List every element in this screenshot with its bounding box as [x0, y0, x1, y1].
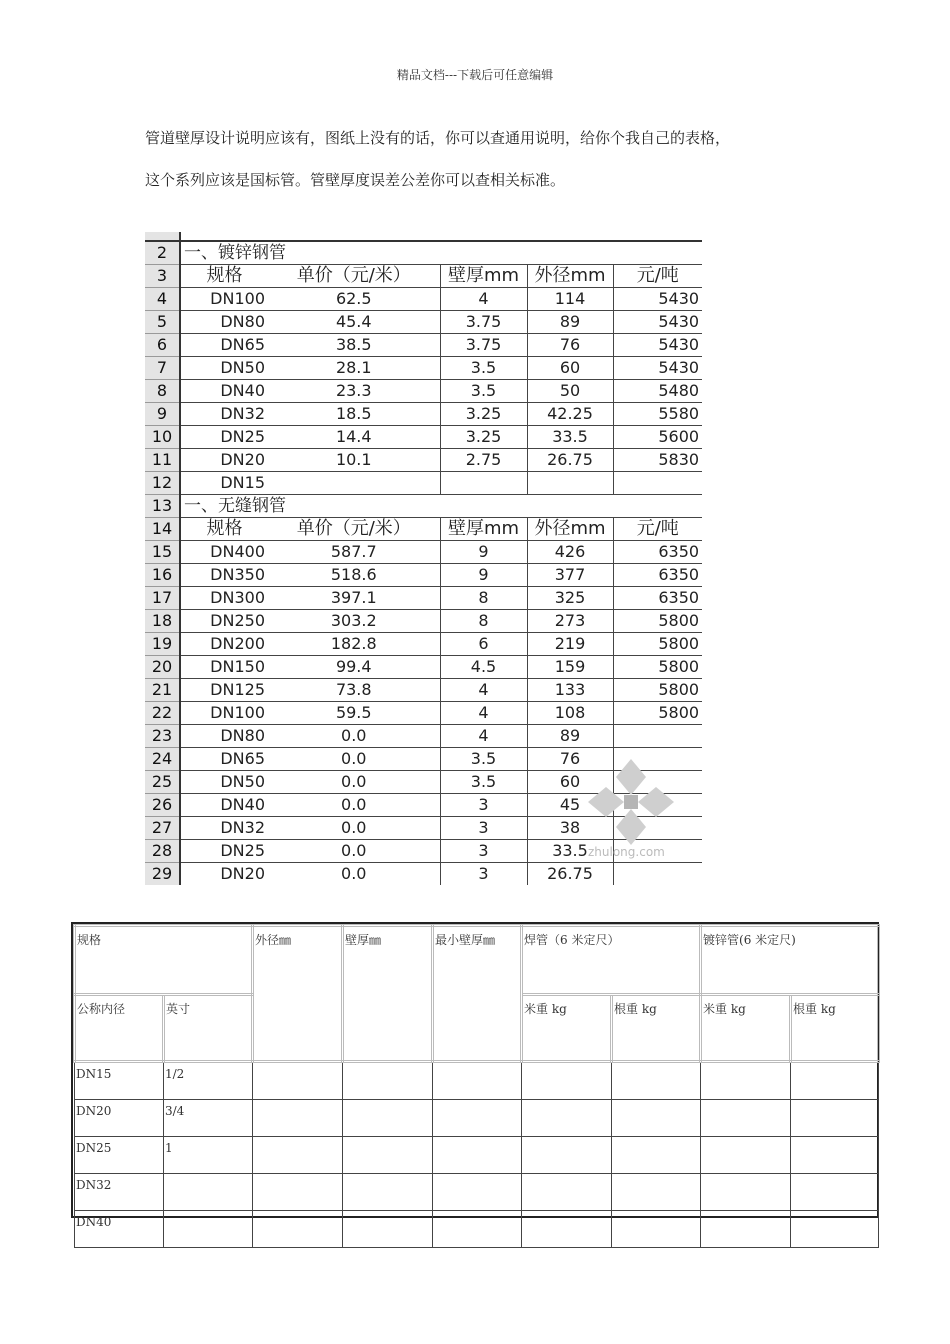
cell-wall: 3.25 — [440, 426, 527, 449]
header-inch: 英寸 — [164, 995, 253, 1062]
section-title-seamless: 一、无缝钢管 — [180, 495, 702, 518]
row-number: 2 — [145, 241, 180, 265]
cell-price: 0.0 — [268, 863, 440, 886]
cell-od: 33.5 — [527, 426, 613, 449]
cell-empty — [701, 1062, 791, 1100]
cell-spec: DN100 — [180, 702, 268, 725]
cell-empty — [791, 1174, 879, 1211]
cell-ton: 5430 — [613, 288, 702, 311]
cell-price: 587.7 — [268, 541, 440, 564]
sheet-row — [145, 403, 702, 426]
cell-empty — [343, 1174, 433, 1211]
cell-empty — [522, 1137, 612, 1174]
cell-spec: DN80 — [180, 725, 268, 748]
row-number: 17 — [145, 587, 180, 610]
cell-spec: DN25 — [180, 840, 268, 863]
header-spec: 规格 — [180, 518, 268, 541]
cell-price: 28.1 — [268, 357, 440, 380]
cell-spec: DN15 — [180, 472, 268, 495]
cell-spec: DN20 — [180, 863, 268, 886]
sheet-row — [145, 633, 702, 656]
cell-spec: DN50 — [180, 771, 268, 794]
cell-od: 60 — [527, 771, 613, 794]
cell-od: 273 — [527, 610, 613, 633]
sheet-row — [145, 863, 702, 886]
cell-od: 50 — [527, 380, 613, 403]
cell-empty — [433, 1100, 522, 1137]
sheet-row — [145, 702, 702, 725]
cell-empty — [612, 1174, 701, 1211]
cell-od: 33.5 — [527, 840, 613, 863]
cell-empty — [522, 1211, 612, 1248]
row-number: 21 — [145, 679, 180, 702]
row-number: 11 — [145, 449, 180, 472]
row-number: 19 — [145, 633, 180, 656]
cell-spec: DN250 — [180, 610, 268, 633]
cell-spec: DN32 — [180, 403, 268, 426]
cell-ton: 6350 — [613, 541, 702, 564]
cell-price: 0.0 — [268, 748, 440, 771]
row-number — [145, 232, 180, 241]
cell-price: 0.0 — [268, 725, 440, 748]
cell-inch: 1/2 — [164, 1062, 253, 1100]
cell-wall: 6 — [440, 633, 527, 656]
cell-price: 303.2 — [268, 610, 440, 633]
page-header: 精品文档---下载后可任意编辑 — [396, 68, 554, 82]
cell-ton — [613, 725, 702, 748]
cell-price: 397.1 — [268, 587, 440, 610]
cell-od: 42.25 — [527, 403, 613, 426]
sheet-row — [145, 426, 702, 449]
header-od: 外径mm — [527, 265, 613, 288]
row-number: 13 — [145, 495, 180, 518]
cell-price: 45.4 — [268, 311, 440, 334]
cell-spec: DN25 — [180, 426, 268, 449]
cell-empty — [612, 1211, 701, 1248]
cell-price — [268, 472, 440, 495]
cell-price: 0.0 — [268, 794, 440, 817]
header-wall: 壁厚㎜ — [343, 926, 433, 1062]
cell-price: 10.1 — [268, 449, 440, 472]
cell-inch — [164, 1174, 253, 1211]
cell-ton: 6350 — [613, 587, 702, 610]
cell-empty — [701, 1211, 791, 1248]
cell-price: 73.8 — [268, 679, 440, 702]
cell-spec: DN40 — [180, 380, 268, 403]
cell-ton: 5430 — [613, 311, 702, 334]
cell-ton — [613, 863, 702, 886]
cell-wall: 3.5 — [440, 380, 527, 403]
section-title-galvanized: 一、镀锌钢管 — [180, 241, 702, 265]
cell-ton: 5830 — [613, 449, 702, 472]
cell-spec: DN80 — [180, 311, 268, 334]
cell-ton: 5800 — [613, 633, 702, 656]
sheet-row — [145, 610, 702, 633]
cell-empty — [612, 1137, 701, 1174]
cell-spec: DN400 — [180, 541, 268, 564]
header-galv-m-weight: 米重 kg — [701, 995, 791, 1062]
row-number: 25 — [145, 771, 180, 794]
cell-inch — [164, 1211, 253, 1248]
cell-price: 23.3 — [268, 380, 440, 403]
row-number: 12 — [145, 472, 180, 495]
row-number: 18 — [145, 610, 180, 633]
cell-od: 89 — [527, 725, 613, 748]
cell-wall: 3.25 — [440, 403, 527, 426]
row-number: 5 — [145, 311, 180, 334]
cell-price: 182.8 — [268, 633, 440, 656]
sheet-row — [145, 564, 702, 587]
header-ton: 元/吨 — [613, 265, 702, 288]
header-od: 外径㎜ — [253, 926, 343, 1062]
cell-empty — [791, 1062, 879, 1100]
cell-ton: 5800 — [613, 656, 702, 679]
cell-spec: DN100 — [180, 288, 268, 311]
table-row — [75, 1062, 879, 1100]
cell-spec: DN200 — [180, 633, 268, 656]
watermark-logo-icon — [586, 757, 676, 847]
cell-empty — [522, 1062, 612, 1100]
cell-price: 0.0 — [268, 771, 440, 794]
cell-spec: DN32 — [180, 817, 268, 840]
header-weld-m-weight: 米重 kg — [522, 995, 612, 1062]
cell-spec: DN65 — [180, 748, 268, 771]
cell-od — [527, 472, 613, 495]
row-number: 28 — [145, 840, 180, 863]
cell-dn: DN32 — [75, 1174, 164, 1211]
sheet-row — [145, 380, 702, 403]
row-number: 10 — [145, 426, 180, 449]
cell-spec: DN125 — [180, 679, 268, 702]
cell-od: 76 — [527, 334, 613, 357]
cell-od: 45 — [527, 794, 613, 817]
cell-price: 18.5 — [268, 403, 440, 426]
header-od: 外径mm — [527, 518, 613, 541]
cell-empty — [433, 1211, 522, 1248]
sheet-row — [145, 472, 702, 495]
pipe-weight-table — [71, 922, 879, 1229]
cell-price: 62.5 — [268, 288, 440, 311]
cell-wall: 3.5 — [440, 748, 527, 771]
cell-spec: DN40 — [180, 794, 268, 817]
header-price: 单价（元/米） — [268, 518, 440, 541]
sheet-row — [145, 679, 702, 702]
cell-ton: 5480 — [613, 380, 702, 403]
row-number: 29 — [145, 863, 180, 886]
paragraph-1: 管道壁厚设计说明应该有，图纸上没有的话，你可以查通用说明，给你个我自己的表格， — [145, 129, 731, 147]
cell-wall: 3 — [440, 794, 527, 817]
cell-ton: 5430 — [613, 334, 702, 357]
cell-empty — [791, 1100, 879, 1137]
cell-empty — [253, 1211, 343, 1248]
paragraph-2: 这个系列应该是国标管。管壁厚度误差公差你可以查相关标准。 — [145, 171, 566, 189]
row-number: 20 — [145, 656, 180, 679]
cell-dn: DN20 — [75, 1100, 164, 1137]
header-wall: 壁厚mm — [440, 518, 527, 541]
cell-price: 14.4 — [268, 426, 440, 449]
cell-empty — [343, 1211, 433, 1248]
cell-ton: 5800 — [613, 610, 702, 633]
cell-dn: DN25 — [75, 1137, 164, 1174]
header-galvanized: 镀锌管(6 米定尺) — [701, 926, 879, 995]
table-row — [75, 1211, 879, 1248]
header-nominal: 公称内径 — [75, 995, 164, 1062]
cell-od: 133 — [527, 679, 613, 702]
cell-od: 38 — [527, 817, 613, 840]
cell-wall: 3.75 — [440, 311, 527, 334]
cell-wall: 3.5 — [440, 357, 527, 380]
cell-od: 114 — [527, 288, 613, 311]
cell-empty — [433, 1137, 522, 1174]
row-number: 8 — [145, 380, 180, 403]
cell-ton: 5800 — [613, 702, 702, 725]
cell-od: 377 — [527, 564, 613, 587]
sheet-row — [145, 725, 702, 748]
cell-od: 76 — [527, 748, 613, 771]
cell-wall — [440, 472, 527, 495]
row-number: 4 — [145, 288, 180, 311]
cell-empty — [791, 1211, 879, 1248]
cell-dn: DN40 — [75, 1211, 164, 1248]
cell-wall: 4 — [440, 679, 527, 702]
sheet-row — [145, 656, 702, 679]
table-row — [75, 1100, 879, 1137]
header-galv-p-weight: 根重 kg — [791, 995, 879, 1062]
cell-spec: DN300 — [180, 587, 268, 610]
cell-price: 38.5 — [268, 334, 440, 357]
cell-empty — [701, 1137, 791, 1174]
row-number: 3 — [145, 265, 180, 288]
row-number: 26 — [145, 794, 180, 817]
cell-wall: 3.5 — [440, 771, 527, 794]
cell-od: 426 — [527, 541, 613, 564]
row-number: 24 — [145, 748, 180, 771]
cell-od: 159 — [527, 656, 613, 679]
cell-spec: DN350 — [180, 564, 268, 587]
cell-empty — [701, 1100, 791, 1137]
sheet-row — [145, 311, 702, 334]
sheet-row — [145, 449, 702, 472]
cell-od: 26.75 — [527, 863, 613, 886]
row-number: 23 — [145, 725, 180, 748]
cell-empty — [253, 1062, 343, 1100]
cell-wall: 4 — [440, 702, 527, 725]
cell-ton: 5430 — [613, 357, 702, 380]
cell-empty — [791, 1137, 879, 1174]
cell-ton: 6350 — [613, 564, 702, 587]
cell-od: 108 — [527, 702, 613, 725]
cell-wall: 4 — [440, 725, 527, 748]
cell-spec: DN50 — [180, 357, 268, 380]
cell-price: 59.5 — [268, 702, 440, 725]
cell-wall: 3 — [440, 863, 527, 886]
cell-price: 99.4 — [268, 656, 440, 679]
sheet-row — [145, 587, 702, 610]
row-number: 22 — [145, 702, 180, 725]
cell-empty — [612, 1062, 701, 1100]
cell-wall: 4.5 — [440, 656, 527, 679]
row-number: 6 — [145, 334, 180, 357]
row-number: 15 — [145, 541, 180, 564]
cell-empty — [343, 1100, 433, 1137]
header-min-wall: 最小壁厚㎜ — [433, 926, 522, 1062]
cell-wall: 3 — [440, 817, 527, 840]
row-number: 7 — [145, 357, 180, 380]
table-row — [75, 1174, 879, 1211]
cell-ton — [613, 472, 702, 495]
cell-price: 0.0 — [268, 840, 440, 863]
cell-od: 89 — [527, 311, 613, 334]
row-number: 27 — [145, 817, 180, 840]
header-welded: 焊管（6 米定尺） — [522, 926, 701, 995]
cell-empty — [343, 1137, 433, 1174]
cell-wall: 9 — [440, 541, 527, 564]
cell-od: 60 — [527, 357, 613, 380]
cell-wall: 8 — [440, 587, 527, 610]
cell-price: 518.6 — [268, 564, 440, 587]
header-spec: 规格 — [75, 926, 253, 995]
sheet-row — [145, 334, 702, 357]
cell-spec: DN20 — [180, 449, 268, 472]
table-row — [75, 1137, 879, 1174]
cell-empty — [253, 1100, 343, 1137]
cell-empty — [343, 1062, 433, 1100]
cell-wall: 3 — [440, 840, 527, 863]
cell-price: 0.0 — [268, 817, 440, 840]
cell-empty — [433, 1174, 522, 1211]
cell-ton: 5600 — [613, 426, 702, 449]
row-number: 9 — [145, 403, 180, 426]
cell-wall: 2.75 — [440, 449, 527, 472]
cell-wall: 8 — [440, 610, 527, 633]
cell-od: 26.75 — [527, 449, 613, 472]
cell-wall: 3.75 — [440, 334, 527, 357]
cell-wall: 9 — [440, 564, 527, 587]
header-weld-p-weight: 根重 kg — [612, 995, 701, 1062]
cell-empty — [253, 1174, 343, 1211]
sheet-row — [145, 357, 702, 380]
cell-spec: DN65 — [180, 334, 268, 357]
cell-dn: DN15 — [75, 1062, 164, 1100]
cell-empty — [433, 1062, 522, 1100]
cell-empty — [522, 1174, 612, 1211]
cell-wall: 4 — [440, 288, 527, 311]
cell-empty — [253, 1137, 343, 1174]
cell-inch: 3/4 — [164, 1100, 253, 1137]
cell-empty — [612, 1100, 701, 1137]
header-wall: 壁厚mm — [440, 265, 527, 288]
cell-empty — [522, 1100, 612, 1137]
cell-ton: 5800 — [613, 679, 702, 702]
row-number: 16 — [145, 564, 180, 587]
cell-empty — [701, 1174, 791, 1211]
header-price: 单价（元/米） — [268, 265, 440, 288]
header-spec: 规格 — [180, 265, 268, 288]
cell-spec: DN150 — [180, 656, 268, 679]
header-ton: 元/吨 — [613, 518, 702, 541]
sheet-row — [145, 288, 702, 311]
watermark-text: zhulong.com — [588, 845, 665, 859]
cell-ton: 5580 — [613, 403, 702, 426]
sheet-row — [145, 541, 702, 564]
row-number: 14 — [145, 518, 180, 541]
cell-od: 219 — [527, 633, 613, 656]
cell-inch: 1 — [164, 1137, 253, 1174]
cell-od: 325 — [527, 587, 613, 610]
